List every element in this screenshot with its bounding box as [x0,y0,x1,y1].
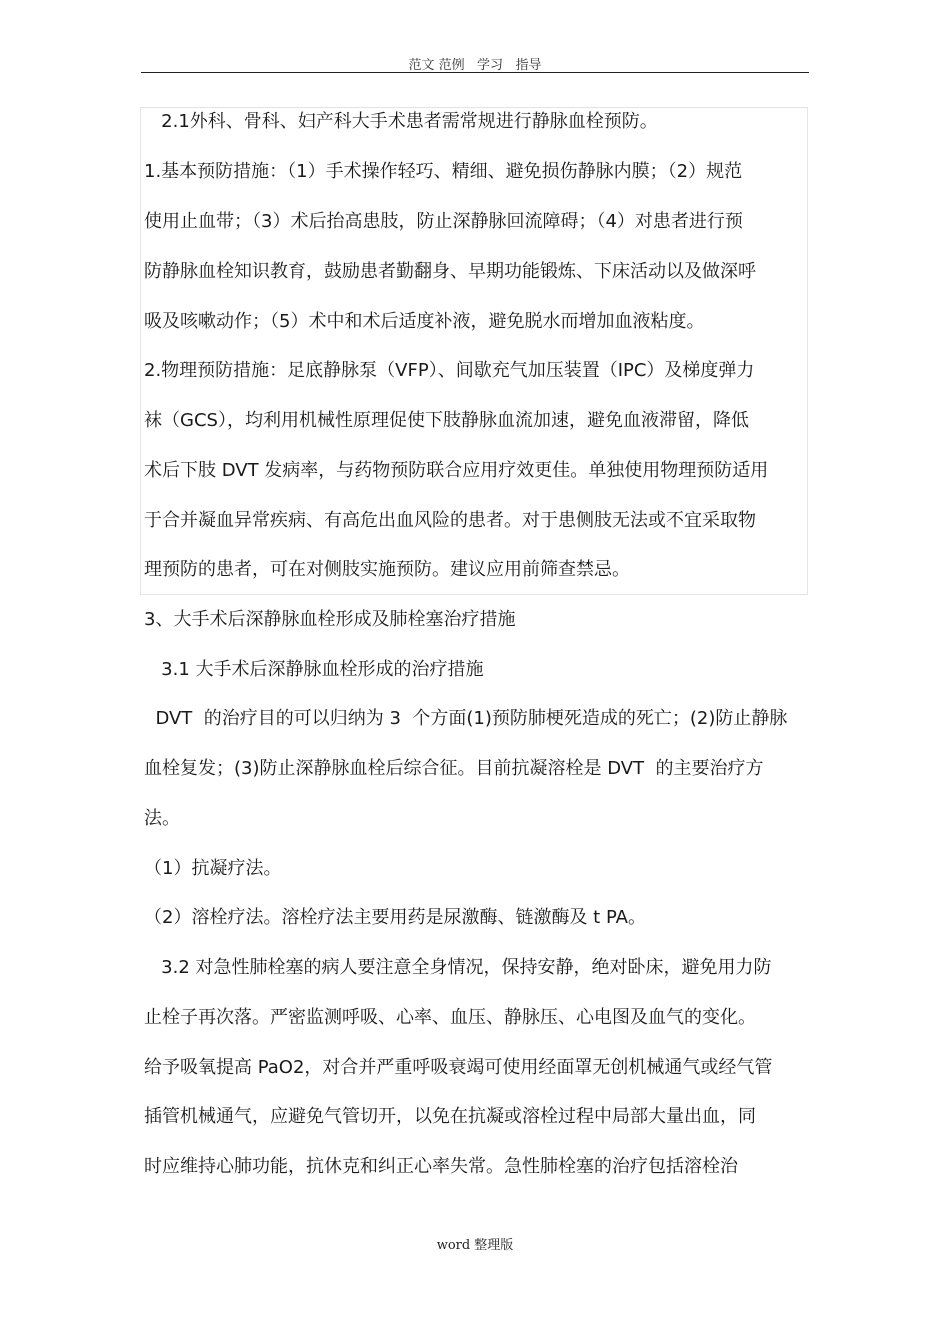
body-line: 血栓复发；(3)防止深静脉血栓后综合征。目前抗凝溶栓是 DVT 的主要治疗方 [144,758,764,779]
page-header: 范文 范例 学习 指导 [408,58,542,73]
body-line: 吸及咳嗽动作；（5）术中和术后适度补液，避免脱水而增加血液粘度。 [144,311,705,332]
body-line: （1）抗凝疗法。 [144,858,282,879]
page-footer: word 整理版 [436,1238,514,1253]
body-line: 防静脉血栓知识教育，鼓励患者勤翻身、早期功能锻炼、下床活动以及做深呼 [144,261,756,282]
body-line: 于合并凝血异常疾病、有高危出血风险的患者。对于患侧肢无法或不宜采取物 [144,510,756,531]
body-line: 法。 [144,808,180,829]
subsection-heading: 3.1 大手术后深静脉血栓形成的治疗措施 [144,659,484,680]
body-line: 袜（GCS），均利用机械性原理促使下肢静脉血流加速，避免血液滞留，降低 [144,410,749,431]
body-line: 2.1外科、骨科、妇产科大手术患者需常规进行静脉血栓预防。 [144,111,658,132]
body-line: 插管机械通气，应避免气管切开，以免在抗凝或溶栓过程中局部大量出血，同 [144,1106,756,1127]
body-line: 给予吸氧提高 PaO2，对合并严重呼吸衰竭可使用经面罩无创机械通气或经气管 [144,1057,773,1078]
section-heading: 3、大手术后深静脉血栓形成及肺栓塞治疗措施 [144,609,516,630]
body-line: 3.2 对急性肺栓塞的病人要注意全身情况，保持安静，绝对卧床，避免用力防 [144,957,772,978]
body-line: 1.基本预防措施：（1）手术操作轻巧、精细、避免损伤静脉内膜；（2）规范 [144,161,743,182]
body-line: DVT 的治疗目的可以归纳为 3 个方面(1)预防肺梗死造成的死亡；(2)防止静脉 [144,708,788,729]
body-line: 术后下肢 DVT 发病率，与药物预防联合应用疗效更佳。单独使用物理预防适用 [144,460,769,481]
body-line: 止栓子再次落。严密监测呼吸、心率、血压、静脉压、心电图及血气的变化。 [144,1007,756,1028]
header-rule [141,72,809,73]
body-line: 使用止血带；（3）术后抬高患肢，防止深静脉回流障碍；（4）对患者进行预 [144,211,743,232]
body-line: 理预防的患者，可在对侧肢实施预防。建议应用前筛查禁忌。 [144,559,630,580]
body-line: 时应维持心肺功能，抗休克和纠正心率失常。急性肺栓塞的治疗包括溶栓治 [144,1156,738,1177]
body-line: （2）溶栓疗法。溶栓疗法主要用药是尿激酶、链激酶及 t PA。 [144,907,646,928]
body-line: 2.物理预防措施：足底静脉泵（VFP）、间歇充气加压装置（IPC）及梯度弹力 [144,360,755,381]
